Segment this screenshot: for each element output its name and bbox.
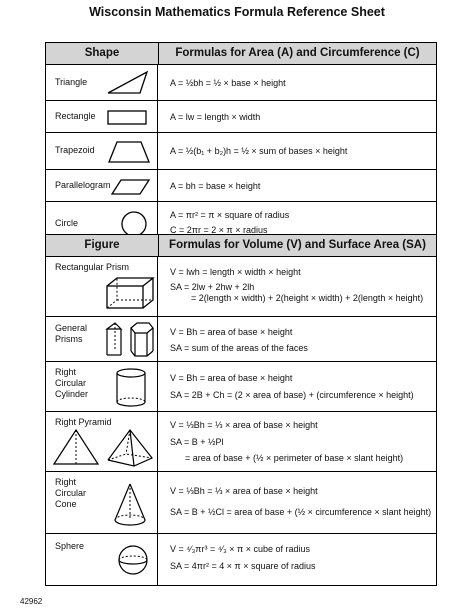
formula: SA = B + ½Pl	[170, 437, 224, 447]
cone-figure	[112, 482, 150, 530]
figure-column-header: Figure	[46, 235, 159, 256]
table-row	[46, 133, 436, 170]
parallelogram-figure	[110, 177, 152, 197]
formula: V = ⅓Bh = ⅓ × area of base × height	[170, 486, 318, 496]
table-row	[46, 317, 436, 362]
table-row	[46, 472, 436, 534]
formula: A = ½(b₁ + b₂)h = ½ × sum of bases × height	[170, 146, 348, 156]
table-row	[46, 257, 436, 317]
formula: A = πr² = π × square of radius	[170, 210, 290, 220]
shape-name: Right Circular Cylinder	[55, 367, 89, 399]
formula: V = ⅓Bh = ⅓ × area of base × height	[170, 420, 318, 430]
sphere-figure	[116, 542, 150, 578]
shape-name: Right Circular Cone	[55, 477, 87, 509]
rectangular-prism-figure	[104, 275, 156, 313]
shape-name: Circle	[55, 218, 79, 228]
right-pyramid-figure	[50, 428, 156, 470]
shape-name: Sphere	[55, 541, 85, 551]
table-row	[46, 412, 436, 472]
formula: V = ⁴⁄₃πr³ = ⁴⁄₃ × π × cube of radius	[170, 544, 311, 554]
volume-table-header	[46, 235, 436, 257]
shape-name: Trapezoid	[55, 145, 95, 155]
trapezoid-figure	[106, 139, 152, 165]
cylinder-figure	[114, 367, 150, 409]
formula: C = 2πr = 2 × π × radius	[170, 225, 268, 235]
shape-name: Right Pyramid	[55, 417, 112, 427]
area-table-header	[46, 43, 436, 65]
volume-formulas-table	[45, 234, 437, 586]
table-row	[46, 101, 436, 133]
formula: SA = sum of the areas of the faces	[170, 343, 308, 353]
table-row	[46, 362, 436, 412]
formula: V = Bh = area of base × height	[170, 373, 293, 383]
table-row	[46, 65, 436, 101]
formula: = area of base + (½ × perimeter of base × slant height)	[185, 453, 404, 463]
formula: V = lwh = length × width × height	[170, 267, 301, 277]
footer-code: 42962	[20, 597, 43, 606]
formula: SA = 4πr² = 4 × π × square of radius	[170, 561, 316, 571]
shape-name: Triangle	[55, 77, 88, 87]
shape-column-header: Shape	[46, 43, 159, 64]
formula: V = Bh = area of base × height	[170, 327, 293, 337]
shape-name: Rectangular Prism	[55, 262, 130, 272]
shape-name: Rectangle	[55, 111, 96, 121]
shape-name: Parallelogram	[55, 180, 111, 190]
formula: A = bh = base × height	[170, 181, 261, 191]
general-prisms-figure	[104, 321, 156, 359]
formula: SA = B + ½Cl = area of base + (½ × circumference × slant height)	[170, 507, 432, 517]
table-row	[46, 534, 436, 585]
formula: A = lw = length × width	[170, 112, 261, 122]
volume-formulas-column-header: Formulas for Volume (V) and Surface Area (SA)	[169, 239, 426, 251]
formula: = 2(length × width) + 2(height × width) + 2(length × height)	[191, 293, 424, 303]
rectangle-figure	[106, 109, 150, 127]
shape-name: General Prisms	[55, 323, 88, 344]
page-title: Wisconsin Mathematics Formula Reference Sheet	[89, 5, 385, 19]
table-row	[46, 170, 436, 202]
area-formulas-column-header: Formulas for Area (A) and Circumference (C)	[175, 47, 420, 59]
formula: A = ½bh = ½ × base × height	[170, 78, 286, 88]
area-formulas-table	[45, 42, 437, 245]
triangle-figure	[106, 70, 150, 96]
formula: SA = 2B + Ch = (2 × area of base) + (circumference × height)	[170, 390, 414, 400]
formula: SA = 2lw + 2hw + 2lh	[170, 282, 255, 292]
